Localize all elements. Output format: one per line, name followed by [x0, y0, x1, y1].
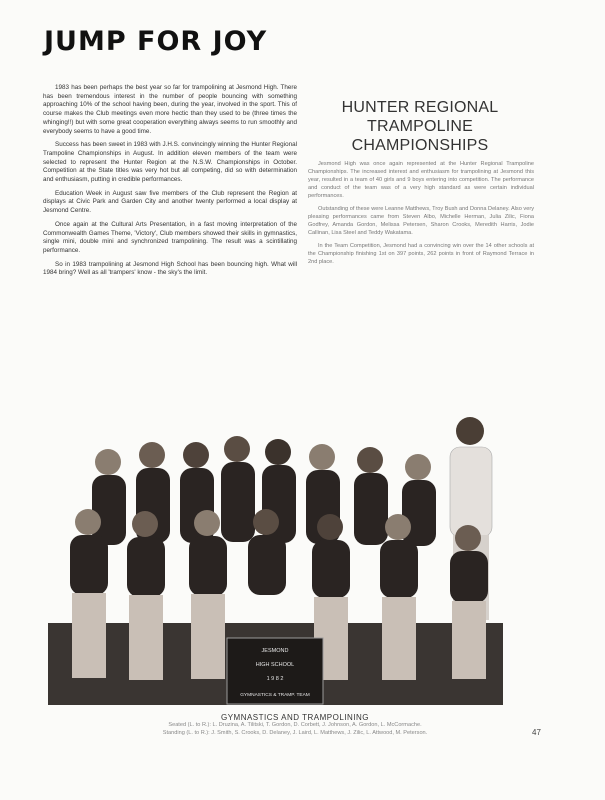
paragraph: In the Team Competition, Jesmond had a convincing win over the 14 other schools at the Championship finishing 1st on 397 points, 262 points in front of Raymond Terrace in 2nd place.: [308, 243, 534, 265]
heading-line: TRAMPOLINE CHAMPIONSHIPS: [351, 118, 489, 154]
team-photo: [40, 405, 520, 710]
sign-line: GYMNASTICS & TRAMP. TEAM: [240, 693, 310, 698]
photo-caption: [60, 714, 530, 737]
article-body: [43, 84, 297, 283]
page-number: 47: [532, 728, 541, 737]
paragraph: 1983 has been perhaps the best year so far for trampolining at Jesmond High. There has been tremendous interest in the number of people bouncing with something approaching 10% of the school having been, during the year, involved in the sport. This of course makes the Club meetings even more hectic than they used to be (three times the whinging!!) but with some great cooperation everything always seems to run smoothly and everybody seems to have a good time.: [43, 84, 297, 135]
paragraph: Once again at the Cultural Arts Presentation, in a fast moving interpretation of the Commonwealth Games Theme, 'Victory', Club members showed their skills in gymnastics, single mini, double mini and synchronized trampolining. The result was a scintillating performance.: [43, 220, 297, 254]
caption-standing: Standing (L. to R.): J. Smith, S. Crooks, D. Delaney, J. Laird, L. Matthews, J. Zilic, L. Attwood, M. Peterson.: [162, 729, 428, 736]
section-heading: [300, 98, 540, 155]
caption-seated: Seated (L. to R.): L. Druzina, A. Tilitski, T. Gordon, D. Corbett, J. Johnson, A. Gordon, L. McCormache.: [168, 722, 422, 728]
sign-line: HIGH SCHOOL: [255, 662, 295, 668]
team-sign: [227, 638, 323, 704]
championship-article: [308, 160, 534, 271]
page-title: JUMP FOR JOY: [44, 26, 268, 57]
paragraph: So in 1983 trampolining at Jesmond High School has been bouncing high. What will 1984 bring? Well as all 'trampers' know - the sky's the limit.: [43, 260, 297, 277]
sign-line: JESMOND: [261, 648, 289, 654]
paragraph: Education Week in August saw five members of the Club represent the Region at displays at Civic Park and Garden City and another twenty performed a local display at Jesmond Centre.: [43, 189, 297, 215]
paragraph: Jesmond High was once again represented at the Hunter Regional Trampoline Championships. The increased interest and enthusiasm for trampolining at Jesmond this year, resulted in a team of 40 girls and 9 boys entering into competition. The performance and conduct of the team was of a very high standard as were certain individual performances.: [308, 161, 534, 199]
paragraph: Success has been sweet in 1983 with J.H.S. convincingly winning the Hunter Regional Trampoline Championships in August. In addition eleven members of the team were selected to represent the Hunter Region at the N.S.W. Championships in October. Competition at the State titles was very hot but all competing, did so with determination and enthusiasm, putting in credible performances.: [43, 141, 297, 184]
sign-line: 1 9 8 2: [266, 676, 284, 682]
caption-title: GYMNASTICS AND TRAMPOLINING: [220, 713, 370, 722]
paragraph: Outstanding of these were Leanne Matthews, Troy Bush and Donna Delaney. Also very pleasing performances came from Steven Albo, Michelle Herman, Julia Zilic, Fiona Godfrey, Amanda Gordon, Melissa Petersen, Sharon Crooks, Meredith Harris, Jodie Callinan, Lisa Steel and Teddy Wakatama.: [308, 206, 534, 236]
heading-line: HUNTER REGIONAL: [341, 99, 499, 116]
